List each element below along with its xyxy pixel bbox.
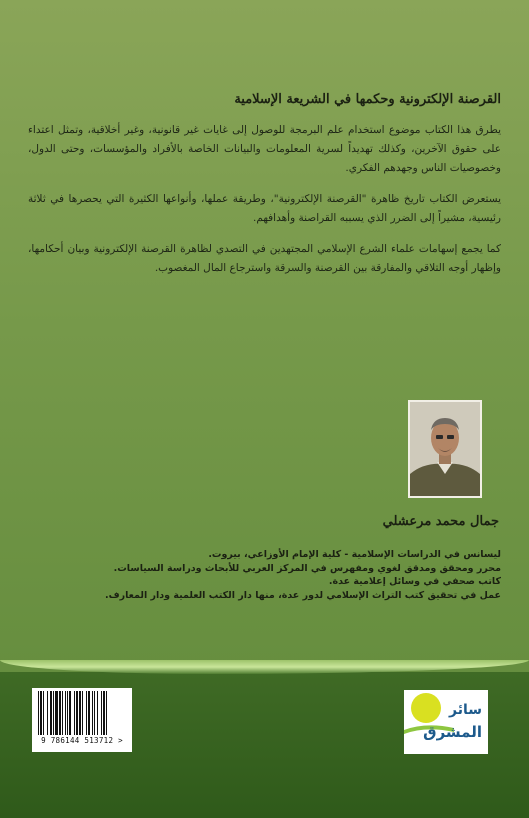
author-name: جمال محمد مرعشلي bbox=[382, 514, 499, 529]
author-bio-line-1: ليسانس في الدراسات الإسلامية - كلية الإمام الأوزاعي، بيروت. bbox=[208, 549, 501, 560]
publisher-name-line-2: المشرق bbox=[423, 723, 482, 741]
publisher-name-line-1: سائر bbox=[449, 702, 482, 718]
author-bio bbox=[28, 548, 501, 602]
description-paragraph-1: يطرق هذا الكتاب موضوع استخدام علم البرمجة للوصول إلى غايات غير قانونية، وغير أخلاقية، وتمثل اعتداء على حقوق الآخرين، وكذلك تهديداً لسرية المعلومات والبيانات الخاصة بالأفراد والمؤسسات، وحتى الدول، وخصوصيات الناس وجهدهم الفكري. bbox=[28, 124, 501, 174]
barcode-icon bbox=[36, 691, 128, 735]
author-portrait-icon bbox=[410, 402, 480, 496]
book-title: القرصنة الإلكترونية وحكمها في الشريعة الإسلامية bbox=[234, 92, 501, 107]
author-photo bbox=[408, 400, 482, 498]
author-bio-line-2: محرر ومحقق ومدقق لغوي ومفهرس في المركز العربي للأبحاث ودراسة السياسات. bbox=[113, 562, 501, 574]
description-paragraph-2: يستعرض الكتاب تاريخ ظاهرة "القرصنة الإلكترونية"، وطريقة عملها، وأنواعها الكثيرة التي يحصرها في ثلاثة رئيسية، مشيراً إلى الضرر الذي يسببه القراصنة وأهدافهم. bbox=[28, 193, 501, 224]
publisher-logo bbox=[404, 690, 488, 754]
sun-icon bbox=[404, 690, 488, 754]
cover-text-block bbox=[28, 92, 501, 290]
isbn-barcode bbox=[32, 688, 132, 752]
author-bio-line-3: كاتب صحفي في وسائل إعلامية عدة. bbox=[328, 576, 501, 587]
author-bio-line-4: عمل في تحقيق كتب التراث الإسلامي لدور عدة، منها دار الكتب العلمية ودار المعارف. bbox=[104, 589, 501, 601]
description-paragraph-3: كما يجمع إسهامات علماء الشرع الإسلامي المجتهدين في التصدي لظاهرة القرصنة الإلكترونية وبيان أحكامها، وإظهار أوجه التلاقي والمفارقة بين القرصنة والسرقة واسترجاع المال المغصوب. bbox=[28, 243, 501, 274]
isbn-number: 9 786144 513712 > bbox=[41, 736, 123, 745]
